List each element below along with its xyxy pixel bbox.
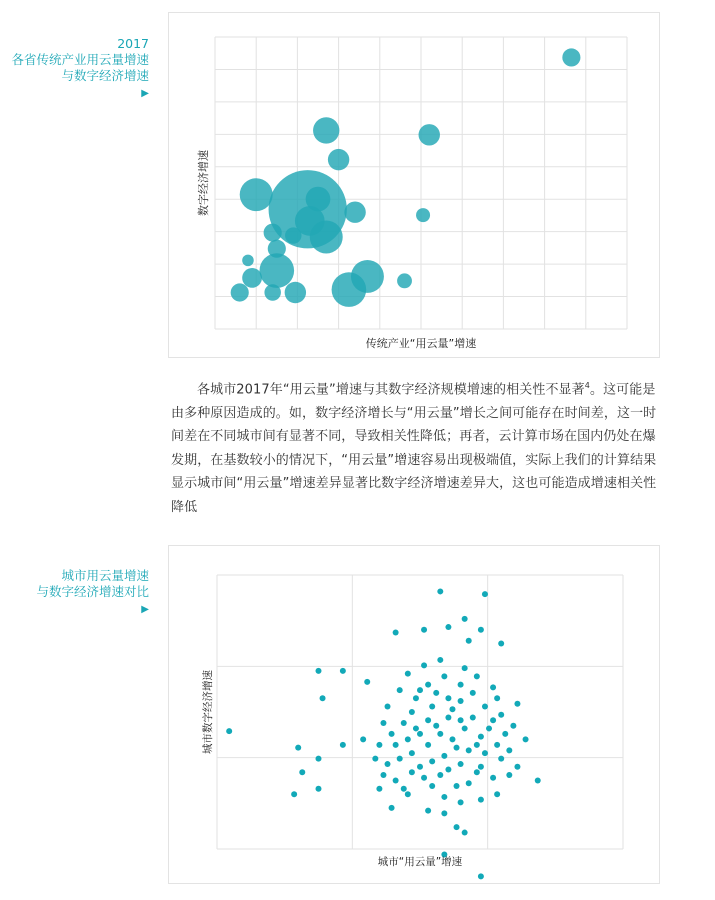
scatter-point[interactable] [405,736,411,742]
scatter-point[interactable] [291,791,297,797]
bubble-point[interactable] [259,253,294,288]
scatter-point[interactable] [397,687,403,693]
scatter-point[interactable] [429,783,435,789]
scatter-point[interactable] [433,723,439,729]
scatter-point[interactable] [506,772,512,778]
scatter-point[interactable] [340,742,346,748]
scatter-point[interactable] [523,736,529,742]
chart2-label-line-title: 城市用云量增速 [61,568,149,583]
scatter-point[interactable] [421,775,427,781]
scatter-point[interactable] [417,731,423,737]
scatter-point[interactable] [514,764,520,770]
scatter-point[interactable] [482,704,488,710]
scatter-point[interactable] [376,786,382,792]
scatter-point[interactable] [405,671,411,677]
scatter-point[interactable] [380,720,386,726]
scatter-point[interactable] [502,731,508,737]
scatter-point[interactable] [226,728,232,734]
scatter-point[interactable] [425,808,431,814]
bubble-point[interactable] [397,273,412,288]
bubble-chart [169,13,659,357]
scatter-point[interactable] [385,761,391,767]
scatter-point[interactable] [389,805,395,811]
scatter-point[interactable] [316,786,322,792]
scatter-chart [169,546,659,883]
scatter-point[interactable] [360,736,366,742]
scatter-point[interactable] [494,791,500,797]
body-paragraph [171,374,661,519]
scatter-point[interactable] [437,731,443,737]
scatter-point[interactable] [470,690,476,696]
paragraph-text-part2: 。这可能是由多种原因造成的。如，数字经济增长与“用云量”增长之间可能存在时间差，这一时间差在不同城市间有显著不同，导致相关性降低；再者，云计算市场在国内仍处在爆发期，在基数较小的情况下，“用云量”增速容易出现极端值，实际上我们的计算结果显示城市间“用云量”增速差异显著比数字经济增速差异大，这也可能造成增速相关性降低 [171,382,657,515]
scatter-point[interactable] [458,698,464,704]
scatter-point[interactable] [466,780,472,786]
scatter-point[interactable] [393,742,399,748]
scatter-point[interactable] [462,830,468,836]
scatter-point[interactable] [458,682,464,688]
scatter-point[interactable] [299,769,305,775]
scatter-point[interactable] [449,736,455,742]
scatter-point[interactable] [445,624,451,630]
scatter-point[interactable] [462,665,468,671]
bubble-point[interactable] [562,48,580,66]
scatter-point[interactable] [490,717,496,723]
scatter-point[interactable] [372,756,378,762]
scatter-point[interactable] [397,756,403,762]
bubble-point[interactable] [328,149,349,170]
scatter-point[interactable] [393,778,399,784]
grid-lines [217,575,623,849]
bubble-chart-panel [168,12,660,358]
scatter-point[interactable] [425,742,431,748]
chart1-side-label [11,36,149,102]
scatter-point[interactable] [437,588,443,594]
scatter-point[interactable] [478,627,484,633]
scatter-point[interactable] [445,767,451,773]
scatter-point[interactable] [437,657,443,663]
scatter-point[interactable] [393,630,399,636]
scatter-point[interactable] [510,723,516,729]
bubble-point[interactable] [310,221,343,254]
scatter-point[interactable] [478,734,484,740]
scatter-point[interactable] [421,627,427,633]
scatter-point[interactable] [441,810,447,816]
scatter-point[interactable] [409,709,415,715]
chart1-label-line-year: 2017 [117,36,149,51]
scatter-chart-panel [168,545,660,884]
scatter-point[interactable] [401,720,407,726]
x-axis-label: 城市“用云量”增速 [377,856,463,868]
bubble-point[interactable] [264,284,280,300]
chart1-play-arrow-icon: ▶ [141,88,149,99]
bubble-point[interactable] [285,282,306,303]
footnote-marker[interactable]: 4 [584,381,590,390]
chart2-label-line-subtitle: 与数字经济增速对比 [36,584,149,599]
x-axis-label: 传统产业“用云量”增速 [365,337,477,350]
data-points [226,588,541,879]
scatter-point[interactable] [454,783,460,789]
scatter-point[interactable] [320,695,326,701]
scatter-point[interactable] [474,673,480,679]
scatter-point[interactable] [413,695,419,701]
scatter-point[interactable] [340,668,346,674]
scatter-point[interactable] [401,786,407,792]
bubble-point[interactable] [264,224,282,242]
bubble-point[interactable] [240,178,273,211]
scatter-point[interactable] [425,682,431,688]
scatter-point[interactable] [458,799,464,805]
scatter-point[interactable] [441,794,447,800]
scatter-point[interactable] [425,717,431,723]
scatter-point[interactable] [478,873,484,879]
scatter-point[interactable] [498,756,504,762]
scatter-point[interactable] [295,745,301,751]
scatter-point[interactable] [441,673,447,679]
scatter-point[interactable] [380,772,386,778]
scatter-point[interactable] [506,747,512,753]
scatter-point[interactable] [417,764,423,770]
scatter-point[interactable] [474,769,480,775]
scatter-point[interactable] [478,764,484,770]
scatter-point[interactable] [494,695,500,701]
scatter-point[interactable] [316,756,322,762]
scatter-point[interactable] [429,704,435,710]
scatter-point[interactable] [316,668,322,674]
scatter-point[interactable] [462,616,468,622]
scatter-point[interactable] [413,725,419,731]
bubble-point[interactable] [416,208,430,222]
scatter-point[interactable] [409,750,415,756]
chart2-play-arrow-icon: ▶ [141,604,149,615]
scatter-point[interactable] [458,761,464,767]
scatter-point[interactable] [490,684,496,690]
scatter-point[interactable] [445,714,451,720]
scatter-point[interactable] [478,797,484,803]
scatter-point[interactable] [417,687,423,693]
bubble-point[interactable] [242,255,254,267]
scatter-point[interactable] [514,701,520,707]
scatter-point[interactable] [498,712,504,718]
scatter-point[interactable] [429,758,435,764]
scatter-point[interactable] [458,717,464,723]
scatter-point[interactable] [470,714,476,720]
scatter-point[interactable] [441,753,447,759]
bubble-point[interactable] [419,124,440,145]
scatter-point[interactable] [466,747,472,753]
bubble-point[interactable] [313,117,339,143]
scatter-point[interactable] [445,695,451,701]
scatter-point[interactable] [409,769,415,775]
chart1-label-line-title: 各省传统产业用云量增速 [11,52,149,67]
bubble-point[interactable] [351,260,384,293]
y-axis-label: 数字经济增速 [197,150,210,216]
scatter-point[interactable] [454,824,460,830]
scatter-point[interactable] [535,778,541,784]
scatter-point[interactable] [449,706,455,712]
scatter-point[interactable] [405,791,411,797]
scatter-point[interactable] [482,591,488,597]
scatter-point[interactable] [486,725,492,731]
bubble-point[interactable] [242,268,262,288]
scatter-point[interactable] [454,745,460,751]
scatter-point[interactable] [433,690,439,696]
scatter-point[interactable] [385,704,391,710]
scatter-point[interactable] [462,725,468,731]
chart1-label-line-subtitle: 与数字经济增速 [61,68,149,83]
scatter-point[interactable] [494,742,500,748]
scatter-point[interactable] [498,641,504,647]
scatter-point[interactable] [421,662,427,668]
chart2-side-label [36,568,149,618]
bubble-point[interactable] [285,227,301,243]
bubble-point[interactable] [344,201,365,222]
paragraph-text-part1: 各城市2017年“用云量”增速与其数字经济规模增速的相关性不显著 [197,382,585,398]
scatter-point[interactable] [364,679,370,685]
data-points [231,48,581,307]
scatter-point[interactable] [389,731,395,737]
scatter-point[interactable] [474,742,480,748]
scatter-point[interactable] [466,638,472,644]
scatter-point[interactable] [490,775,496,781]
scatter-point[interactable] [437,772,443,778]
bubble-point[interactable] [231,283,249,301]
scatter-point[interactable] [376,742,382,748]
scatter-point[interactable] [482,750,488,756]
y-axis-label: 城市数字经济增速 [202,670,214,754]
